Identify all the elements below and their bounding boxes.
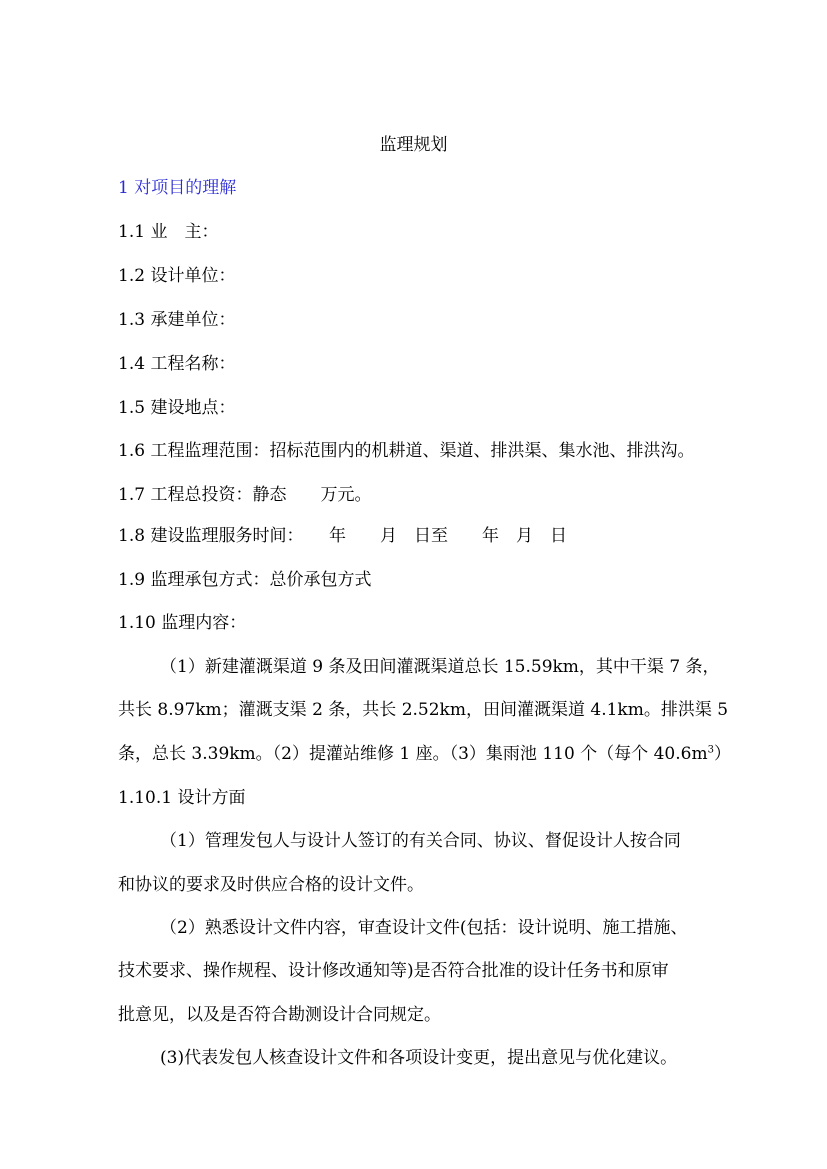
- design-p2-line1: （2）熟悉设计文件内容，审查设计文件(包括：设计说明、施工措施、: [160, 918, 688, 938]
- item-project-name: 1.4 工程名称：: [118, 354, 236, 374]
- section-heading-link[interactable]: 1 对项目的理解: [118, 178, 237, 198]
- item-contractor: 1.3 承建单位：: [118, 310, 236, 330]
- design-p1-line2: 和协议的要求及时供应合格的设计文件。: [118, 875, 424, 895]
- design-p2-line2: 技术要求、操作规程、设计修改通知等)是否符合批准的设计任务书和原审: [118, 961, 669, 981]
- design-p1-line1: （1）管理发包人与设计人签订的有关合同、协议、督促设计人按合同: [160, 831, 681, 851]
- content-para-line1: （1）新建灌溉渠道 9 条及田间灌溉渠道总长 15.59km，其中干渠 7 条，: [160, 657, 720, 677]
- item-design-unit: 1.2 设计单位：: [118, 266, 236, 286]
- item-service-time: 1.8 建设监理服务时间： 年 月 日至 年 月 日: [118, 526, 567, 546]
- superscript-3: 3: [707, 744, 714, 756]
- item-investment: 1.7 工程总投资：静态 万元。: [118, 485, 372, 505]
- design-p3-line1: (3)代表发包人核查设计文件和各项设计变更，提出意见与优化建议。: [160, 1048, 678, 1068]
- content-para-line3-main: 条，总长 3.39km。（2）提灌站维修 1 座。（3）集雨池 110 个（每个 40.6m: [118, 744, 708, 764]
- content-para-line2: 共长 8.97km；灌溉支渠 2 条，共长 2.52km，田间灌溉渠道 4.1km。排洪渠 5: [118, 700, 729, 720]
- item-scope: 1.6 工程监理范围：招标范围内的机耕道、渠道、排洪渠、集水池、排洪沟。: [118, 441, 695, 461]
- content-para-line3: [118, 742, 731, 766]
- document-title: 监理规划: [379, 135, 448, 155]
- item-content-heading: 1.10 监理内容：: [118, 613, 247, 633]
- content-para-line3-end: ）: [713, 744, 731, 764]
- design-heading: 1.10.1 设计方面: [118, 788, 246, 808]
- design-p2-line3: 批意见，以及是否符合勘测设计合同规定。: [118, 1005, 441, 1025]
- item-location: 1.5 建设地点：: [118, 398, 236, 418]
- item-contract-mode: 1.9 监理承包方式：总价承包方式: [118, 570, 372, 590]
- item-owner: 1.1 业 主：: [118, 222, 219, 242]
